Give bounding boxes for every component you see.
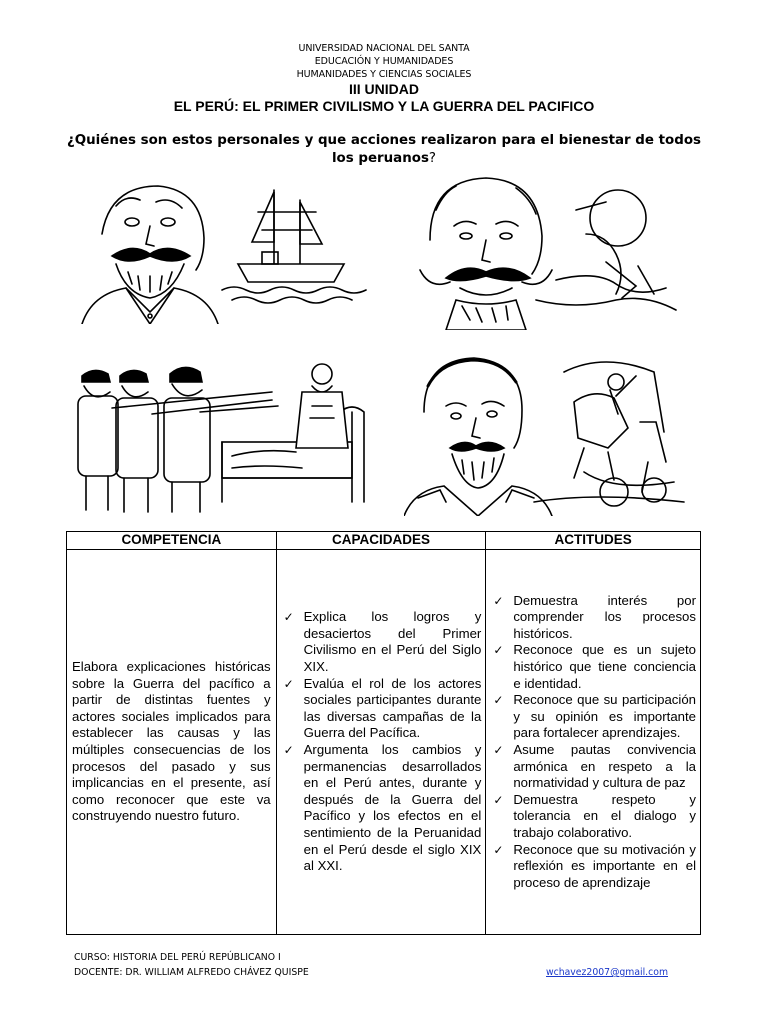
check-icon: ✓	[493, 743, 504, 757]
list-item: ✓ Reconoce que su motivación y reflexión es importante en el proceso de aprendizaje	[493, 841, 696, 890]
table-header-row	[67, 532, 701, 550]
check-icon: ✓	[283, 743, 294, 757]
document-header	[0, 42, 768, 114]
list-item: ✓ Asume pautas convivencia armónica en respeto a la normatividad y cultura de paz	[493, 742, 696, 791]
table-row	[67, 550, 701, 935]
list-item: ✓ Reconoce que es un sujeto histórico que tiene conciencia e identidad.	[493, 642, 696, 691]
university-name: UNIVERSIDAD NACIONAL DEL SANTA	[298, 43, 470, 54]
list-item: ✓ Argumenta los cambios y permanencias desarrollados en el Perú antes, durante y después de la Guerra del Pacífico y los efectos en el sentimiento de la Peruanidad en el Perú desde el siglo XIX al XXI.	[283, 742, 482, 874]
capacidades-cell	[276, 550, 486, 935]
check-icon: ✓	[493, 593, 504, 608]
check-icon: ✓	[283, 676, 294, 691]
check-icon: ✓	[493, 842, 504, 857]
course-name: CURSO: HISTORIA DEL PERÚ REPÚBLICANO I	[74, 952, 281, 963]
firing-squad-bed-image	[72, 352, 372, 516]
list-item: ✓ Evalúa el rol de los actores sociales participantes durante las diversas campañas de la Guerra del Pacífica.	[283, 675, 482, 741]
teacher-name: DOCENTE: DR. WILLIAM ALFREDO CHÁVEZ QUISPE	[74, 967, 309, 978]
check-icon: ✓	[493, 792, 504, 807]
general-portrait-cavalry-image	[404, 352, 688, 516]
actitudes-list	[491, 593, 696, 892]
email-link[interactable]: wchavez2007@gmail.com	[546, 967, 668, 978]
document-title: EL PERÚ: EL PRIMER CIVILISMO Y LA GUERRA DEL PACIFICO	[173, 98, 595, 114]
colonel-portrait-battle-image	[406, 170, 688, 330]
competency-table	[66, 531, 701, 935]
list-item: ✓ Demuestra interés por comprender los procesos históricos.	[493, 592, 696, 641]
competencia-cell: Elabora explicaciones históricas sobre la Guerra del pacífico a partir de distintas fuentes y actores sociales implicados para establecer las causas y las múltiples consecuencias de los procesos del pasado y sus implicancias en el presente, así como reconocer que este va construyendo nuestro futuro.	[67, 550, 277, 935]
admiral-portrait-ship-image	[72, 172, 386, 324]
list-item: ✓ Explica los logros y desaciertos del Primer Civilismo en el Perú del Siglo XIX.	[283, 609, 482, 675]
question-mark: ?	[428, 151, 437, 166]
guiding-question	[60, 132, 708, 168]
school-name: HUMANIDADES Y CIENCIAS SOCIALES	[296, 69, 472, 80]
check-icon: ✓	[493, 643, 504, 658]
header-actitudes: ACTITUDES	[486, 532, 701, 550]
question-text: ¿Quiénes son estos personales y que acciones realizaron para el bienestar de todos los peruanos	[67, 133, 701, 166]
capacidades-list	[282, 609, 482, 875]
faculty-name: EDUCACIÓN Y HUMANIDADES	[314, 56, 454, 67]
unit-label: III UNIDAD	[349, 81, 419, 97]
check-icon: ✓	[283, 610, 294, 625]
list-item: ✓ Demuestra respeto y tolerancia en el dialogo y trabajo colaborativo.	[493, 791, 696, 840]
header-competencia: COMPETENCIA	[67, 532, 277, 550]
actitudes-cell	[486, 550, 701, 935]
header-capacidades: CAPACIDADES	[276, 532, 486, 550]
document-footer	[74, 950, 694, 980]
list-item: ✓ Reconoce que su participación y su opinión es importante para fortalecer aprendizajes.	[493, 692, 696, 741]
check-icon: ✓	[493, 693, 504, 708]
